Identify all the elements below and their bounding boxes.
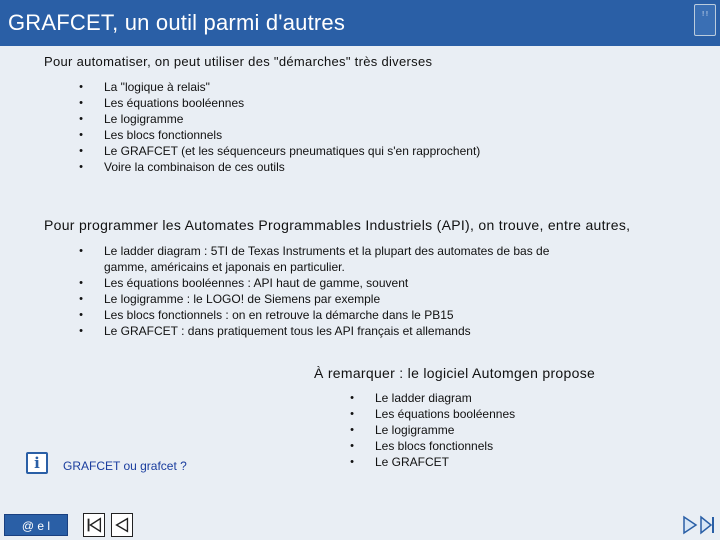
info-icon[interactable]: i bbox=[26, 452, 48, 474]
info-link[interactable]: GRAFCET ou grafcet ? bbox=[63, 459, 187, 473]
next-slide-icon bbox=[682, 514, 698, 536]
bullet-icon: • bbox=[79, 129, 83, 141]
list-item: • Les équations booléennes : API haut de gamme, souvent bbox=[76, 275, 596, 291]
bullet-icon: • bbox=[350, 408, 354, 420]
bullet-icon: • bbox=[350, 456, 354, 468]
bullet-icon: • bbox=[79, 277, 83, 289]
previous-slide-icon bbox=[112, 514, 132, 536]
section2-heading: Pour programmer les Automates Programmables Industriels (API), on trouve, entre autres, bbox=[44, 217, 631, 233]
list-item: • Les blocs fonctionnels bbox=[76, 127, 676, 143]
bullet-icon: • bbox=[79, 309, 83, 321]
bullet-icon: • bbox=[79, 293, 83, 305]
list-item: • Les équations booléennes bbox=[76, 95, 676, 111]
last-slide-icon bbox=[700, 514, 716, 536]
list-item: • Le GRAFCET (et les séquenceurs pneumatiques qui s'en rapprochent) bbox=[76, 143, 676, 159]
section1-list bbox=[76, 79, 676, 175]
bullet-icon: • bbox=[79, 113, 83, 125]
last-slide-button[interactable] bbox=[700, 514, 716, 536]
list-item: • Le GRAFCET bbox=[347, 454, 587, 470]
section2-list bbox=[76, 243, 596, 339]
bullet-icon: • bbox=[79, 245, 83, 257]
page-title: GRAFCET, un outil parmi d'autres bbox=[8, 10, 346, 35]
bullet-icon: • bbox=[79, 325, 83, 337]
footer-badge[interactable]: @ e l bbox=[4, 514, 68, 536]
bullet-icon: • bbox=[79, 81, 83, 93]
section1-heading: Pour automatiser, on peut utiliser des "démarches" très diverses bbox=[44, 54, 433, 69]
list-item: • La "logique à relais" bbox=[76, 79, 676, 95]
bullet-icon: • bbox=[350, 424, 354, 436]
list-item: • Les blocs fonctionnels bbox=[347, 438, 587, 454]
bullet-icon: • bbox=[350, 440, 354, 452]
list-item: • Le ladder diagram bbox=[347, 390, 587, 406]
list-item: • Le logigramme : le LOGO! de Siemens par exemple bbox=[76, 291, 596, 307]
list-item: • Le logigramme bbox=[347, 422, 587, 438]
bullet-icon: • bbox=[79, 145, 83, 157]
first-slide-button[interactable] bbox=[83, 513, 105, 537]
section3-list bbox=[347, 390, 587, 470]
list-item: • Voire la combinaison de ces outils bbox=[76, 159, 676, 175]
list-item: • Le logigramme bbox=[76, 111, 676, 127]
list-item: • Le ladder diagram : 5TI de Texas Instruments et la plupart des automates de bas de gamme, américains et japonais en particulier. bbox=[76, 243, 596, 275]
first-slide-icon bbox=[84, 514, 104, 536]
list-item: • Les blocs fonctionnels : on en retrouve la démarche dans le PB15 bbox=[76, 307, 596, 323]
list-item: • Le GRAFCET : dans pratiquement tous les API français et allemands bbox=[76, 323, 596, 339]
corner-marker: ! ! bbox=[694, 4, 716, 36]
list-item: • Les équations booléennes bbox=[347, 406, 587, 422]
bullet-icon: • bbox=[79, 97, 83, 109]
next-slide-button[interactable] bbox=[682, 514, 698, 536]
bullet-icon: • bbox=[350, 392, 354, 404]
bullet-icon: • bbox=[79, 161, 83, 173]
previous-slide-button[interactable] bbox=[111, 513, 133, 537]
remark-heading: À remarquer : le logiciel Automgen propose bbox=[314, 365, 596, 381]
